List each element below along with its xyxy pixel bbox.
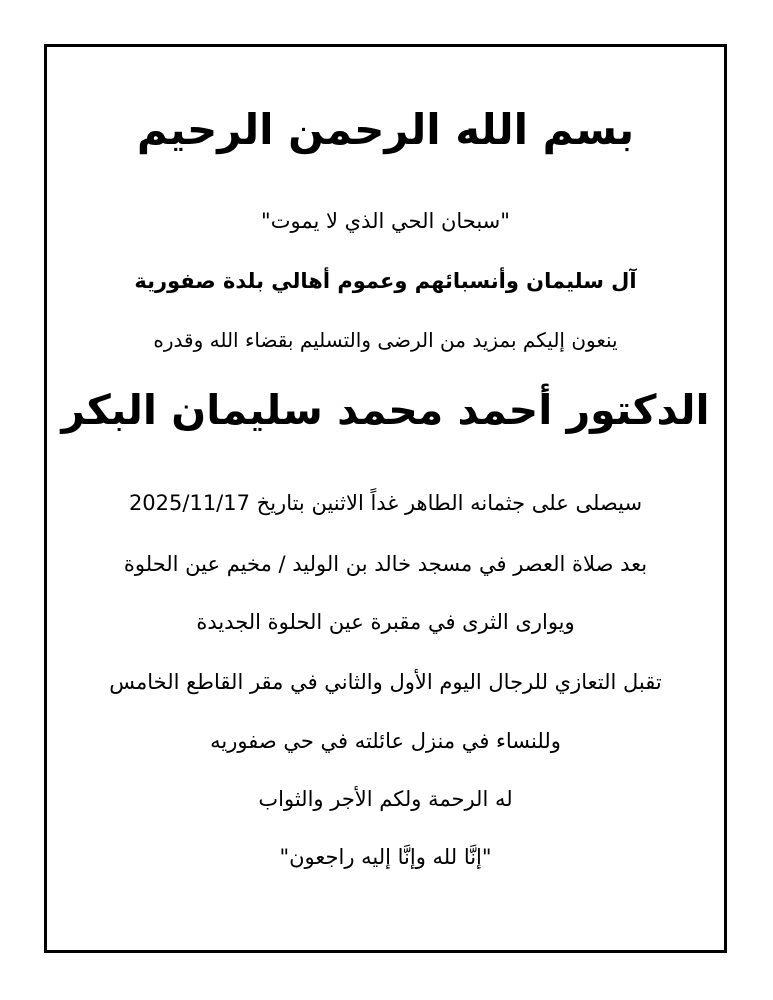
funeral-prayer-date-line: سيصلى على جثمانه الطاهر غداً الاثنين بتاريخ 2025/11/17	[128, 491, 643, 515]
announcement-line: ينعون إليكم بمزيد من الرضى والتسليم بقضاء الله وقدره	[153, 328, 618, 352]
mercy-line: له الرحمة ولكم الأجر والثواب	[258, 787, 513, 811]
closing-quote: "إنَّا لله وإنَّا إليه راجعون"	[279, 845, 492, 869]
burial-line: ويوارى الثرى في مقبرة عين الحلوة الجديدة	[196, 610, 575, 634]
families-line: آل سليمان وأنسبائهم وعموم أهالي بلدة صفورية	[134, 269, 637, 293]
notice-border-frame	[44, 44, 727, 953]
condolences-women-line: وللنساء في منزل عائلته في حي صفوريه	[210, 729, 561, 753]
opening-quote: "سبحان الحي الذي لا يموت"	[261, 209, 510, 233]
deceased-name: الدكتور أحمد محمد سليمان البكر	[61, 386, 710, 434]
basmala-heading: بسم الله الرحمن الرحيم	[136, 105, 635, 154]
condolences-men-line: تقبل التعازي للرجال اليوم الأول والثاني في مقر القاطع الخامس	[109, 670, 662, 694]
funeral-prayer-location-line: بعد صلاة العصر في مسجد خالد بن الوليد / مخيم عين الحلوة	[123, 552, 648, 576]
